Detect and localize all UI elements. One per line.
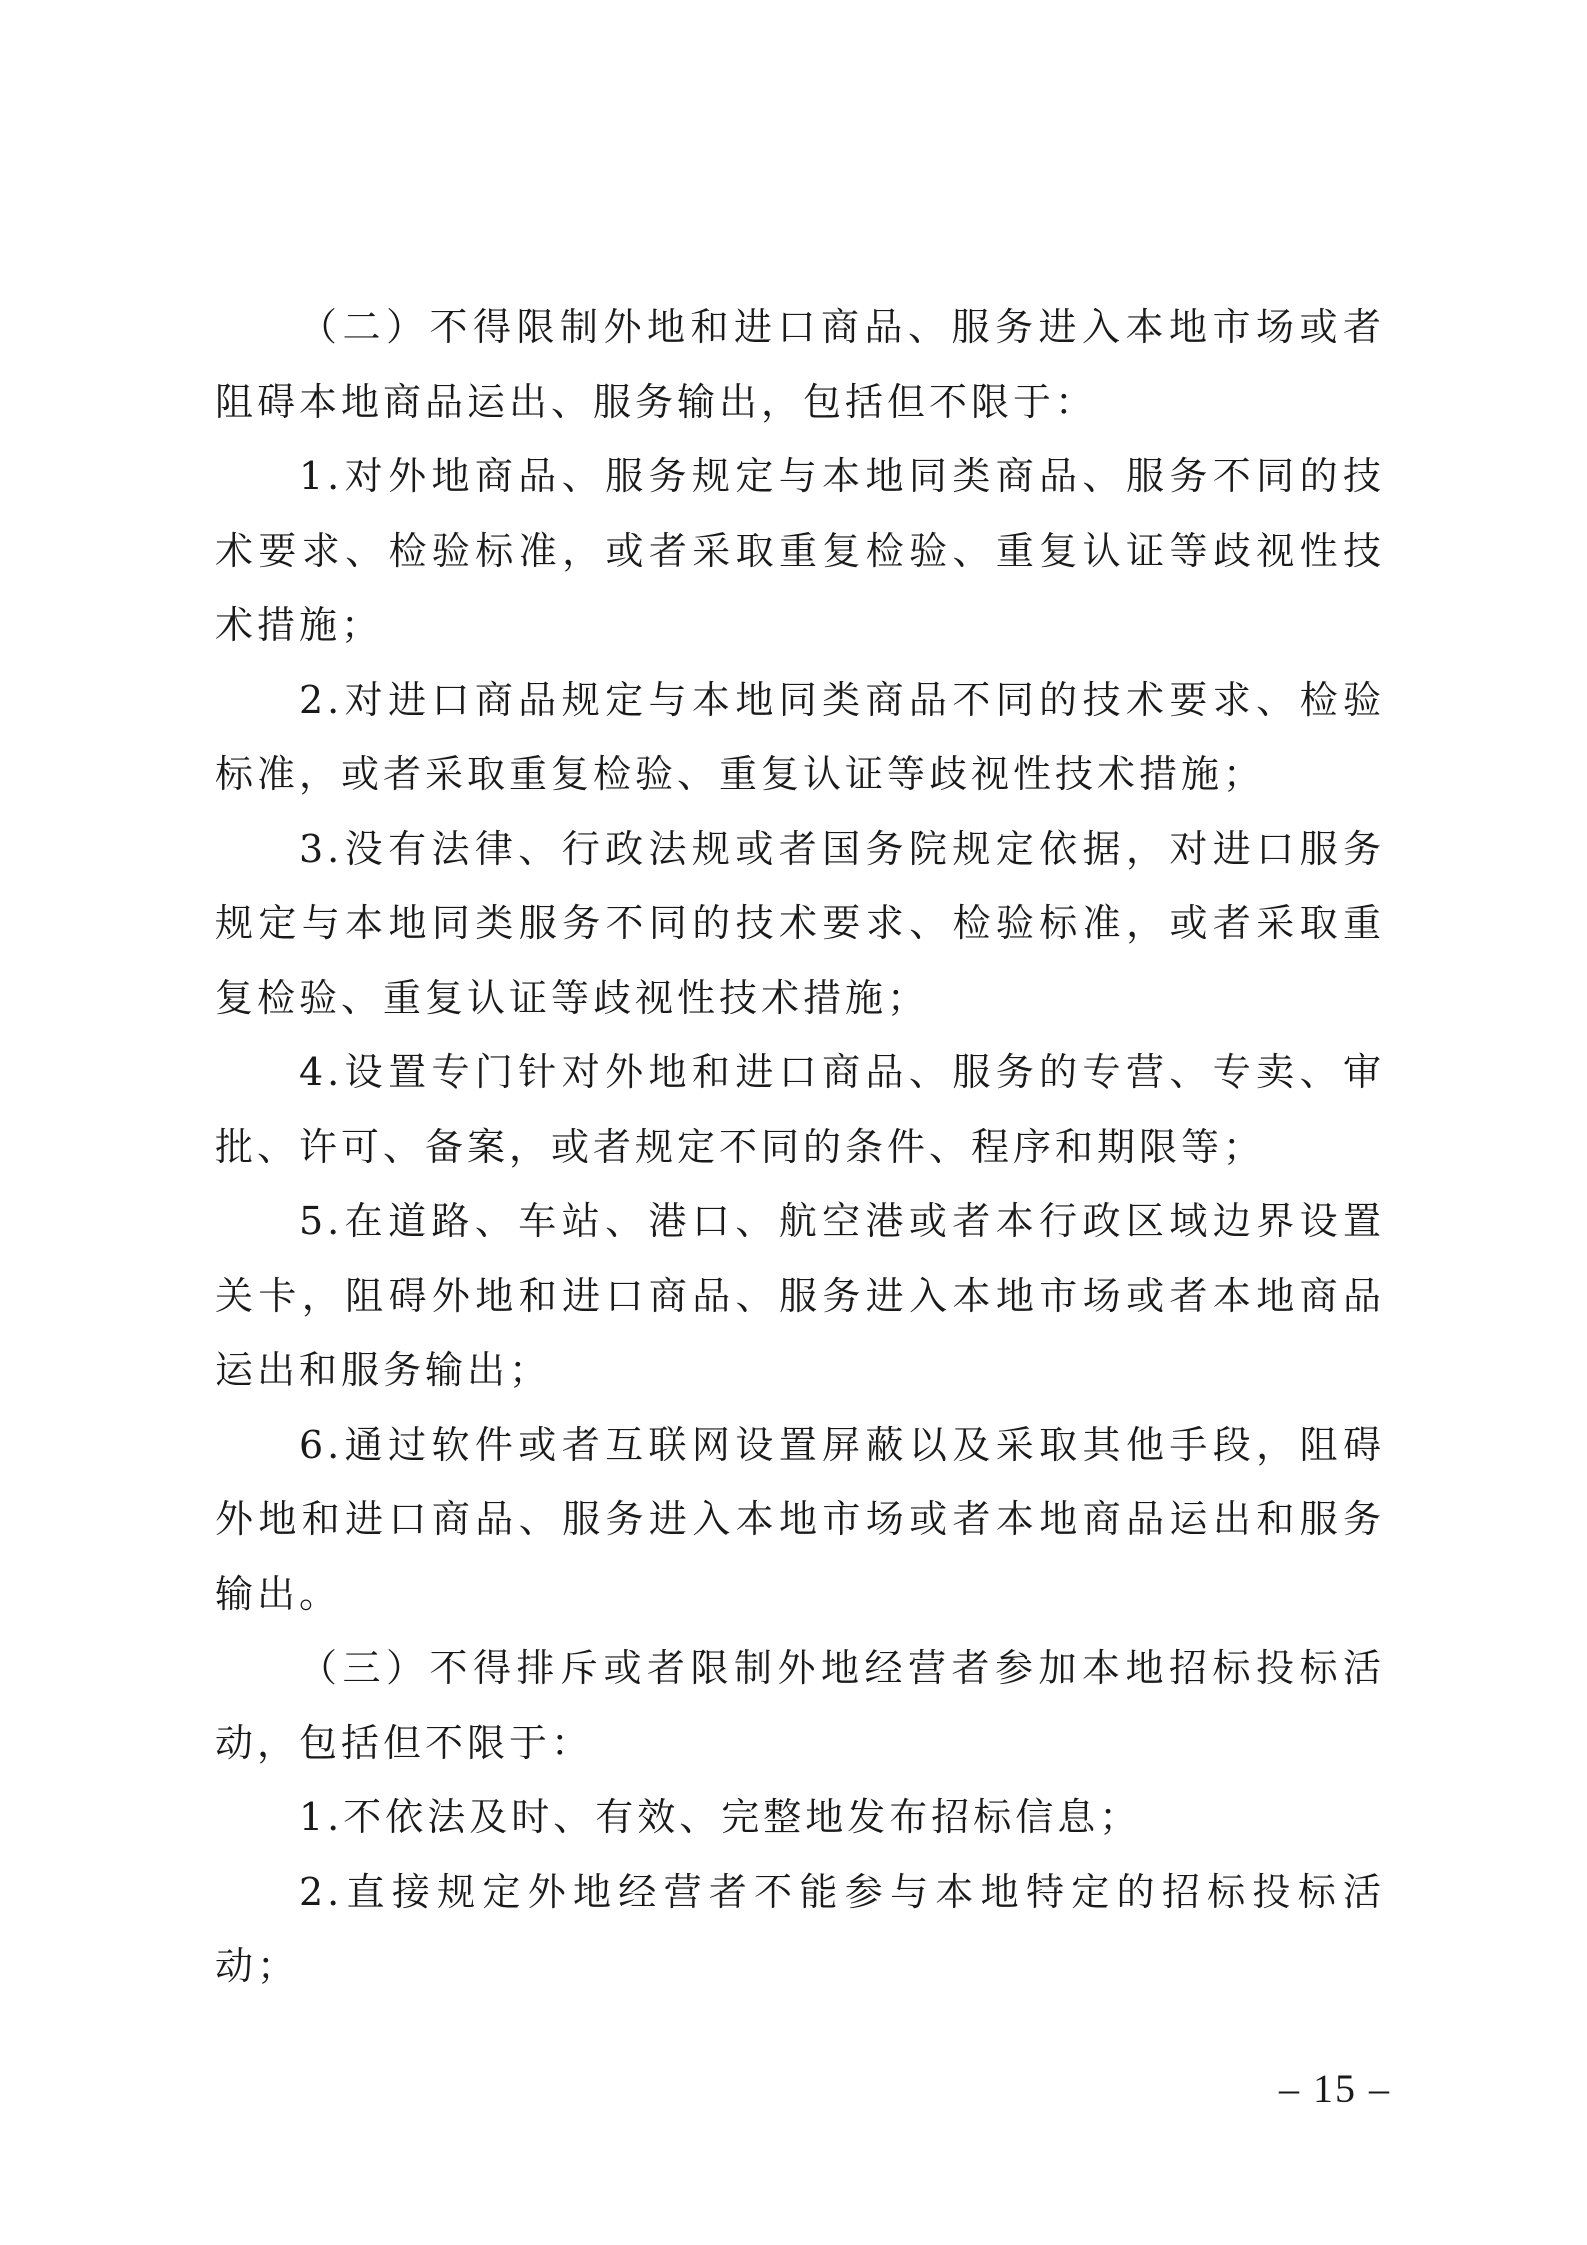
paragraph-section-3-heading: （三）不得排斥或者限制外地经营者参加本地招标投标活动，包括但不限于： bbox=[215, 1646, 1385, 1765]
paragraph-item-3-2: 2.直接规定外地经营者不能参与本地特定的招标投标活动； bbox=[215, 1869, 1385, 1988]
page-number: – 15 – bbox=[1279, 2066, 1391, 2111]
document-body bbox=[215, 290, 1385, 2004]
paragraph-item-2-6: 6.通过软件或者互联网设置屏蔽以及采取其他手段，阻碍外地和进口商品、服务进入本地市场或者本地商品运出和服务输出。 bbox=[215, 1422, 1385, 1616]
paragraph-item-3-1: 1.不依法及时、有效、完整地发布招标信息； bbox=[299, 1795, 1142, 1839]
paragraph-item-2-5: 5.在道路、车站、港口、航空港或者本行政区域边界设置关卡，阻碍外地和进口商品、服务进入本地市场或者本地商品运出和服务输出； bbox=[215, 1199, 1385, 1392]
paragraph-item-2-3: 3.没有法律、行政法规或者国务院规定依据，对进口服务规定与本地同类服务不同的技术要求、检验标准，或者采取重复检验、重复认证等歧视性技术措施； bbox=[215, 826, 1385, 1020]
paragraph-item-2-4: 4.设置专门针对外地和进口商品、服务的专营、专卖、审批、许可、备案，或者规定不同的条件、程序和期限等； bbox=[215, 1050, 1385, 1169]
paragraph-section-2-heading: （二）不得限制外地和进口商品、服务进入本地市场或者阻碍本地商品运出、服务输出，包括但不限于： bbox=[215, 305, 1385, 424]
paragraph-item-2-1: 1.对外地商品、服务规定与本地同类商品、服务不同的技术要求、检验标准，或者采取重复检验、重复认证等歧视性技术措施； bbox=[215, 454, 1385, 647]
paragraph-item-2-2: 2.对进口商品规定与本地同类商品不同的技术要求、检验标准，或者采取重复检验、重复认证等歧视性技术措施； bbox=[215, 677, 1385, 796]
